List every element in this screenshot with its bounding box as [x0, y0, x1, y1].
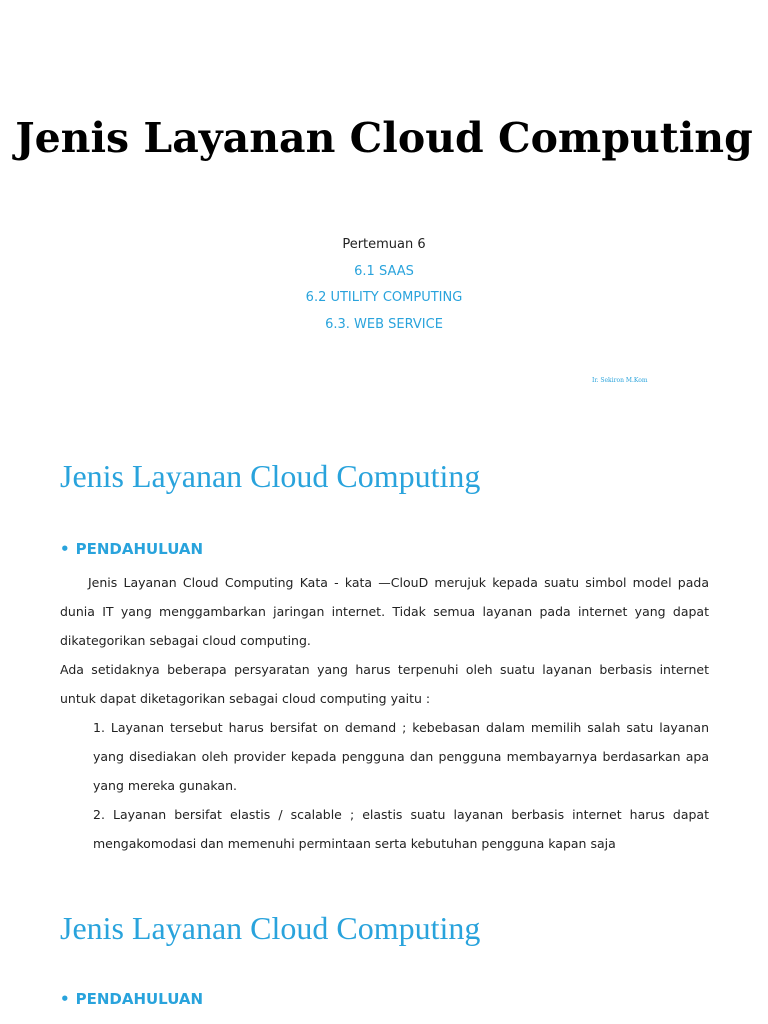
meeting-label: Pertemuan 6	[342, 237, 426, 252]
list-item-1: 1. Layanan tersebut harus bersifat on demand ; kebebasan dalam memilih salah satu layanan yang disediakan oleh provider kepada pengguna dan pengguna membayarnya berdasarkan apa yang mereka gunakan.	[93, 720, 709, 793]
list-item-2: 2. Layanan bersifat elastis / scalable ; elastis suatu layanan berbasis internet harus dapat mengakomodasi dan memenuhi permintaan serta kebutuhan pengguna kapan saja	[93, 807, 709, 851]
intro-paragraph: Jenis Layanan Cloud Computing Kata - kata —ClouD merujuk kepada suatu simbol model pada dunia IT yang menggambarkan jaringan internet. Tidak semua layanan pada internet yang dapat dikategorikan sebagai cloud computing.	[60, 575, 709, 648]
bullet-heading	[60, 990, 203, 1008]
requirements-paragraph: Ada setidaknya beberapa persyaratan yang harus terpenuhi oleh suatu layanan berbasis internet untuk dapat diketagorikan sebagai cloud computing yaitu :	[60, 662, 709, 706]
cover-title: Jenis Layanan Cloud Computing	[15, 114, 753, 162]
topic-item-3: 6.3. WEB SERVICE	[325, 317, 443, 332]
bullet-label: PENDAHULUAN	[75, 990, 204, 1008]
bullet-icon: •	[60, 540, 70, 558]
bullet-heading	[60, 540, 203, 558]
topic-item-1: 6.1 SAAS	[354, 264, 414, 279]
bullet-icon: •	[60, 990, 70, 1008]
body-text	[60, 568, 709, 858]
cover-slide	[0, 0, 768, 420]
bullet-label: PENDAHULUAN	[75, 540, 204, 558]
section-heading: Jenis Layanan Cloud Computing	[60, 910, 481, 946]
section-heading: Jenis Layanan Cloud Computing	[60, 458, 481, 494]
author-name: Ir. Sekiron M.Kom	[592, 377, 648, 384]
topic-item-2: 6.2 UTILITY COMPUTING	[305, 290, 463, 305]
